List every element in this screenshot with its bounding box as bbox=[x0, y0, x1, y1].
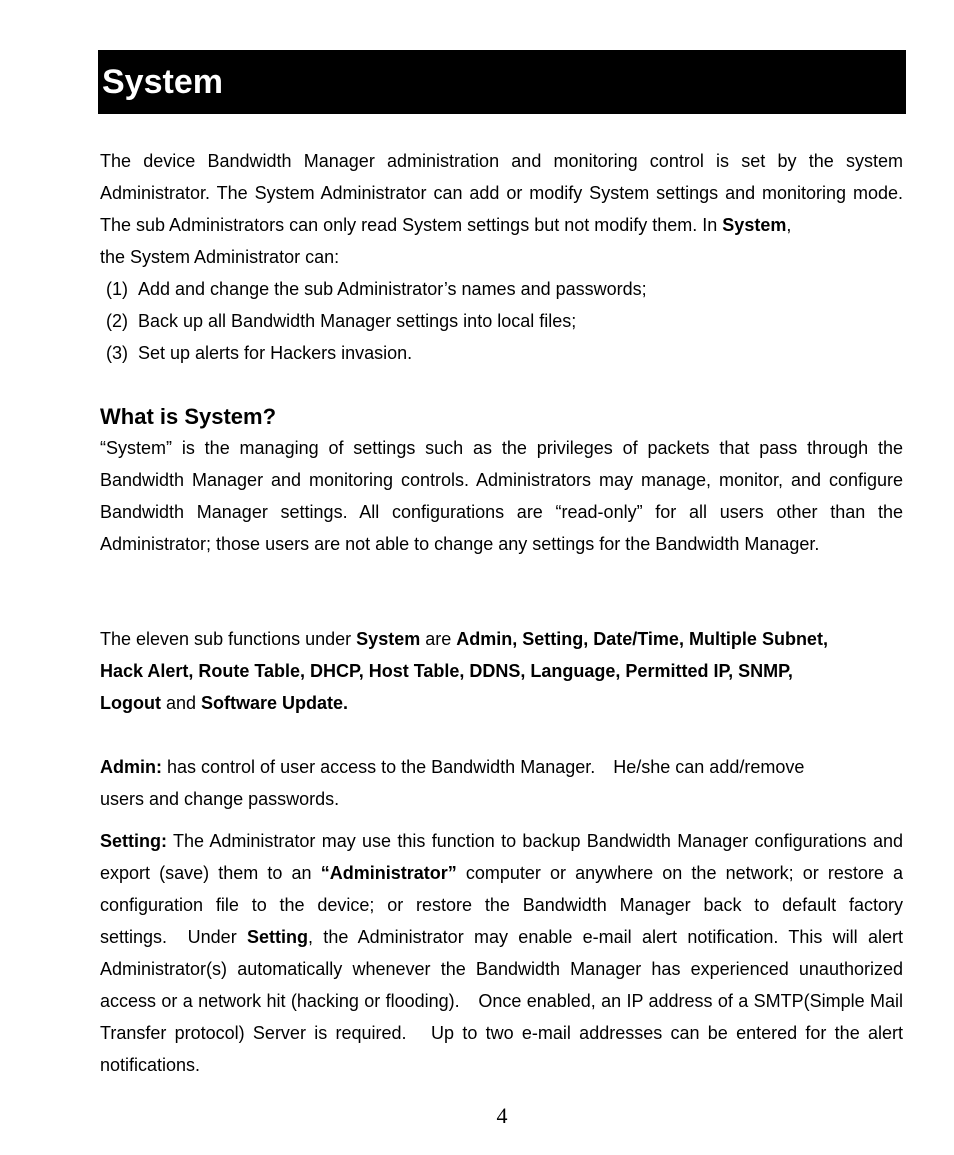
intro-text: The device Bandwidth Manager administration and monitoring control is set by the system Administrator. The System Administrator can add or modify System settings and monitoring mode. The sub Administrators can only read System settings but not modify them. In bbox=[100, 151, 903, 235]
setting-text: The Administrator may use this function to backup Bandwidth Manager configurations and export (save) them to an bbox=[100, 831, 903, 883]
subfunctions-text: The eleven sub functions under bbox=[100, 629, 357, 649]
list-item-text: Add and change the sub Administrator’s names and passwords; bbox=[138, 279, 647, 299]
setting-label: Setting: bbox=[100, 831, 167, 851]
intro-bold-system: System bbox=[722, 215, 787, 235]
list-item-text: Back up all Bandwidth Manager settings into local files; bbox=[138, 311, 577, 331]
list-item-number: (2) bbox=[106, 311, 128, 331]
admin-paragraph bbox=[100, 751, 903, 815]
subfunctions-bold: Logout bbox=[100, 693, 161, 713]
what-is-paragraph: “System” is the managing of settings such as the privileges of packets that pass through the Bandwidth Manager and monitoring controls. Administrators may manage, monitor, and configure Bandwidth Manager settings. All configurations are “read-only” for all users other than the Administrator; those users are not able to change any settings for the Bandwidth Manager. bbox=[100, 438, 903, 554]
list-item-number: (3) bbox=[106, 343, 128, 363]
list-item bbox=[106, 305, 576, 337]
admin-text: has control of user access to the Bandwidth Manager. He/she can add/remove bbox=[162, 757, 805, 777]
intro-comma: , bbox=[786, 215, 792, 235]
section-heading: What is System? bbox=[100, 404, 277, 429]
intro-line2: the System Administrator can: bbox=[100, 247, 340, 267]
list-item-text: Set up alerts for Hackers invasion. bbox=[138, 343, 413, 363]
setting-bold: “Administrator” bbox=[320, 863, 457, 883]
subfunctions-text: and bbox=[160, 693, 202, 713]
subfunctions-text: are bbox=[420, 629, 457, 649]
admin-text: users and change passwords. bbox=[100, 789, 340, 809]
setting-text: , the Administrator may enable e-mail alert notification. This will alert Administrator(s) automatically whenever the Bandwidth Manager has experienced unauthorized access or a network hit (hacking or flooding). Once enabled, an IP address of a SMTP(Simple Mail Transfer protocol) Server is required. Up to two e-mail addresses can be entered for the alert notifications. bbox=[100, 927, 903, 1075]
setting-bold: Setting bbox=[247, 927, 308, 947]
list-item bbox=[106, 273, 647, 305]
list-item-number: (1) bbox=[106, 279, 128, 299]
intro-paragraph bbox=[100, 145, 903, 273]
title-bar bbox=[98, 50, 906, 114]
setting-paragraph bbox=[100, 825, 903, 1081]
subfunctions-paragraph bbox=[100, 623, 903, 719]
list-item bbox=[106, 337, 412, 369]
admin-label: Admin: bbox=[100, 757, 162, 777]
subfunctions-bold: System bbox=[356, 629, 421, 649]
page-title: System bbox=[102, 63, 223, 101]
subfunctions-bold: Software Update. bbox=[201, 693, 349, 713]
page-number: 4 bbox=[496, 1103, 508, 1128]
subfunctions-bold: Hack Alert, Route Table, DHCP, Host Table, DDNS, Language, Permitted IP, SNMP, bbox=[100, 661, 793, 681]
setting-text: computer or anywhere on the network; or restore a configuration file to the device; or restore the Bandwidth Manager back to default factory settings. Under bbox=[100, 863, 904, 947]
subfunctions-bold: Admin, Setting, Date/Time, Multiple Subnet, bbox=[456, 629, 828, 649]
